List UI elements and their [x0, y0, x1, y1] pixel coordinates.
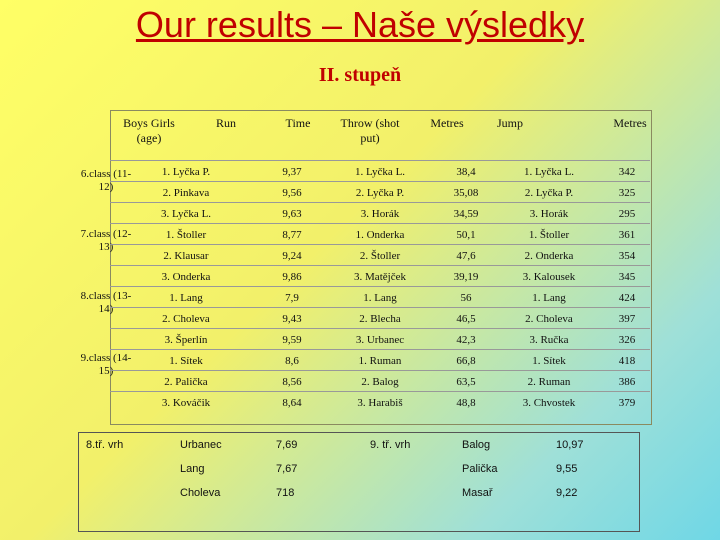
bottom-right-name-2: Palička	[462, 463, 498, 475]
bottom-right-name-1: Balog	[462, 439, 491, 451]
jump-metres-cell: 424	[618, 291, 636, 304]
time-cell: 8,56	[282, 375, 302, 388]
time-cell: 9,56	[282, 186, 302, 199]
run-cell: 1. Štoller	[165, 228, 207, 241]
bottom-left-val-3: 718	[276, 487, 295, 499]
throw-cell: 1. Onderka	[355, 228, 405, 241]
throw-cell: 3. Horák	[360, 207, 400, 220]
result-row	[110, 307, 650, 329]
header-time: Time	[285, 116, 311, 130]
group-label-6: 6.class (11-12)	[80, 168, 132, 193]
jump-cell: 1. Lang	[532, 291, 566, 304]
group-label-9: 9.class (14-15)	[80, 352, 132, 377]
throw-cell: 3. Urbanec	[355, 333, 405, 346]
throw-cell: 1. Lyčka L.	[354, 165, 406, 178]
throw-metres-cell: 42,3	[456, 333, 476, 346]
result-row	[110, 286, 650, 308]
jump-metres-cell: 386	[618, 375, 636, 388]
time-cell: 9,37	[282, 165, 302, 178]
result-row	[110, 244, 650, 266]
jump-cell: 3. Ručka	[529, 333, 569, 346]
result-row	[110, 265, 650, 287]
throw-cell: 1. Lang	[363, 291, 397, 304]
throw-cell: 2. Lyčka P.	[355, 186, 405, 199]
header-metres-1: Metres	[430, 116, 464, 130]
run-cell: 3. Šperlín	[164, 333, 208, 346]
throw-metres-cell: 46,5	[456, 312, 476, 325]
bottom-right-val-2: 9,55	[556, 463, 578, 475]
jump-metres-cell: 397	[618, 312, 636, 325]
run-cell: 2. Klausar	[163, 249, 209, 262]
time-cell: 8,77	[282, 228, 302, 241]
throw-cell: 3. Harabiš	[357, 396, 403, 409]
run-cell: 1. Lang	[169, 291, 203, 304]
result-row	[110, 181, 650, 203]
throw-cell: 2. Balog	[361, 375, 399, 388]
time-cell: 8,64	[282, 396, 302, 409]
run-cell: 1. Sítek	[169, 354, 203, 367]
jump-metres-cell: 345	[618, 270, 636, 283]
jump-cell: 1. Štoller	[528, 228, 570, 241]
throw-metres-cell: 66,8	[456, 354, 476, 367]
header-jump: Jump	[496, 116, 523, 130]
header-throw: Throw (shot put)	[340, 116, 400, 145]
run-cell: 1. Lyčka P.	[161, 165, 211, 178]
throw-metres-cell: 34,59	[453, 207, 479, 220]
jump-cell: 3. Horák	[529, 207, 569, 220]
jump-cell: 2. Lyčka P.	[524, 186, 574, 199]
header-run: Run	[215, 116, 236, 130]
run-cell: 2. Choleva	[162, 312, 210, 325]
throw-cell: 3. Matějček	[354, 270, 406, 283]
throw-cell: 2. Štoller	[359, 249, 401, 262]
run-cell: 3. Onderka	[161, 270, 211, 283]
jump-cell: 2. Onderka	[524, 249, 574, 262]
jump-cell: 3. Chvostek	[522, 396, 576, 409]
time-cell: 9,86	[282, 270, 302, 283]
throw-cell: 2. Blecha	[359, 312, 401, 325]
bottom-left-name-1: Urbanec	[180, 439, 222, 451]
bottom-left-val-1: 7,69	[276, 439, 298, 451]
bottom-right-label: 9. tř. vrh	[370, 439, 411, 451]
page-subtitle: II. stupeň	[318, 64, 402, 86]
throw-metres-cell: 63,5	[456, 375, 476, 388]
jump-cell: 3. Kalousek	[522, 270, 576, 283]
jump-cell: 2. Ruman	[527, 375, 571, 388]
result-row	[110, 160, 650, 182]
bottom-right-name-3: Masař	[462, 487, 493, 499]
group-label-8: 8.class (13-14)	[80, 290, 132, 315]
bottom-left-name-3: Choleva	[180, 487, 221, 499]
run-cell: 3. Kováčik	[161, 396, 211, 409]
bottom-left-name-2: Lang	[180, 463, 205, 475]
header-group: Boys Girls (age)	[123, 116, 175, 145]
result-row	[110, 370, 650, 392]
time-cell: 9,24	[282, 249, 302, 262]
time-cell: 9,59	[282, 333, 302, 346]
jump-cell: 2. Choleva	[525, 312, 573, 325]
time-cell: 9,43	[282, 312, 302, 325]
throw-metres-cell: 56	[460, 291, 472, 304]
group-label-7: 7.class (12-13)	[80, 228, 132, 253]
bottom-right-val-1: 10,97	[556, 439, 584, 451]
throw-metres-cell: 39,19	[453, 270, 479, 283]
jump-metres-cell: 326	[618, 333, 636, 346]
bottom-right-val-3: 9,22	[556, 487, 578, 499]
page-title: Our results – Naše výsledky	[135, 4, 585, 45]
throw-cell: 1. Ruman	[358, 354, 402, 367]
jump-cell: 1. Lyčka L.	[523, 165, 575, 178]
jump-metres-cell: 361	[618, 228, 636, 241]
result-row	[110, 202, 650, 224]
throw-metres-cell: 38,4	[456, 165, 476, 178]
jump-metres-cell: 418	[618, 354, 636, 367]
result-row	[110, 391, 650, 413]
header-metres-2: Metres	[613, 116, 647, 130]
run-cell: 3. Lyčka L.	[160, 207, 212, 220]
result-row	[110, 223, 650, 245]
jump-metres-cell: 379	[618, 396, 636, 409]
time-cell: 7,9	[285, 291, 299, 304]
run-cell: 2. Pinkava	[162, 186, 210, 199]
bottom-left-val-2: 7,67	[276, 463, 298, 475]
bottom-left-label: 8.tř. vrh	[86, 439, 124, 451]
jump-metres-cell: 325	[618, 186, 636, 199]
jump-metres-cell: 295	[618, 207, 636, 220]
time-cell: 9,63	[282, 207, 302, 220]
jump-metres-cell: 342	[618, 165, 636, 178]
throw-metres-cell: 35,08	[453, 186, 479, 199]
throw-metres-cell: 47,6	[456, 249, 476, 262]
run-cell: 2. Palička	[164, 375, 208, 388]
throw-metres-cell: 50,1	[456, 228, 476, 241]
time-cell: 8,6	[285, 354, 299, 367]
jump-metres-cell: 354	[618, 249, 636, 262]
result-row	[110, 328, 650, 350]
jump-cell: 1. Sítek	[532, 354, 566, 367]
throw-metres-cell: 48,8	[456, 396, 476, 409]
result-row	[110, 349, 650, 371]
